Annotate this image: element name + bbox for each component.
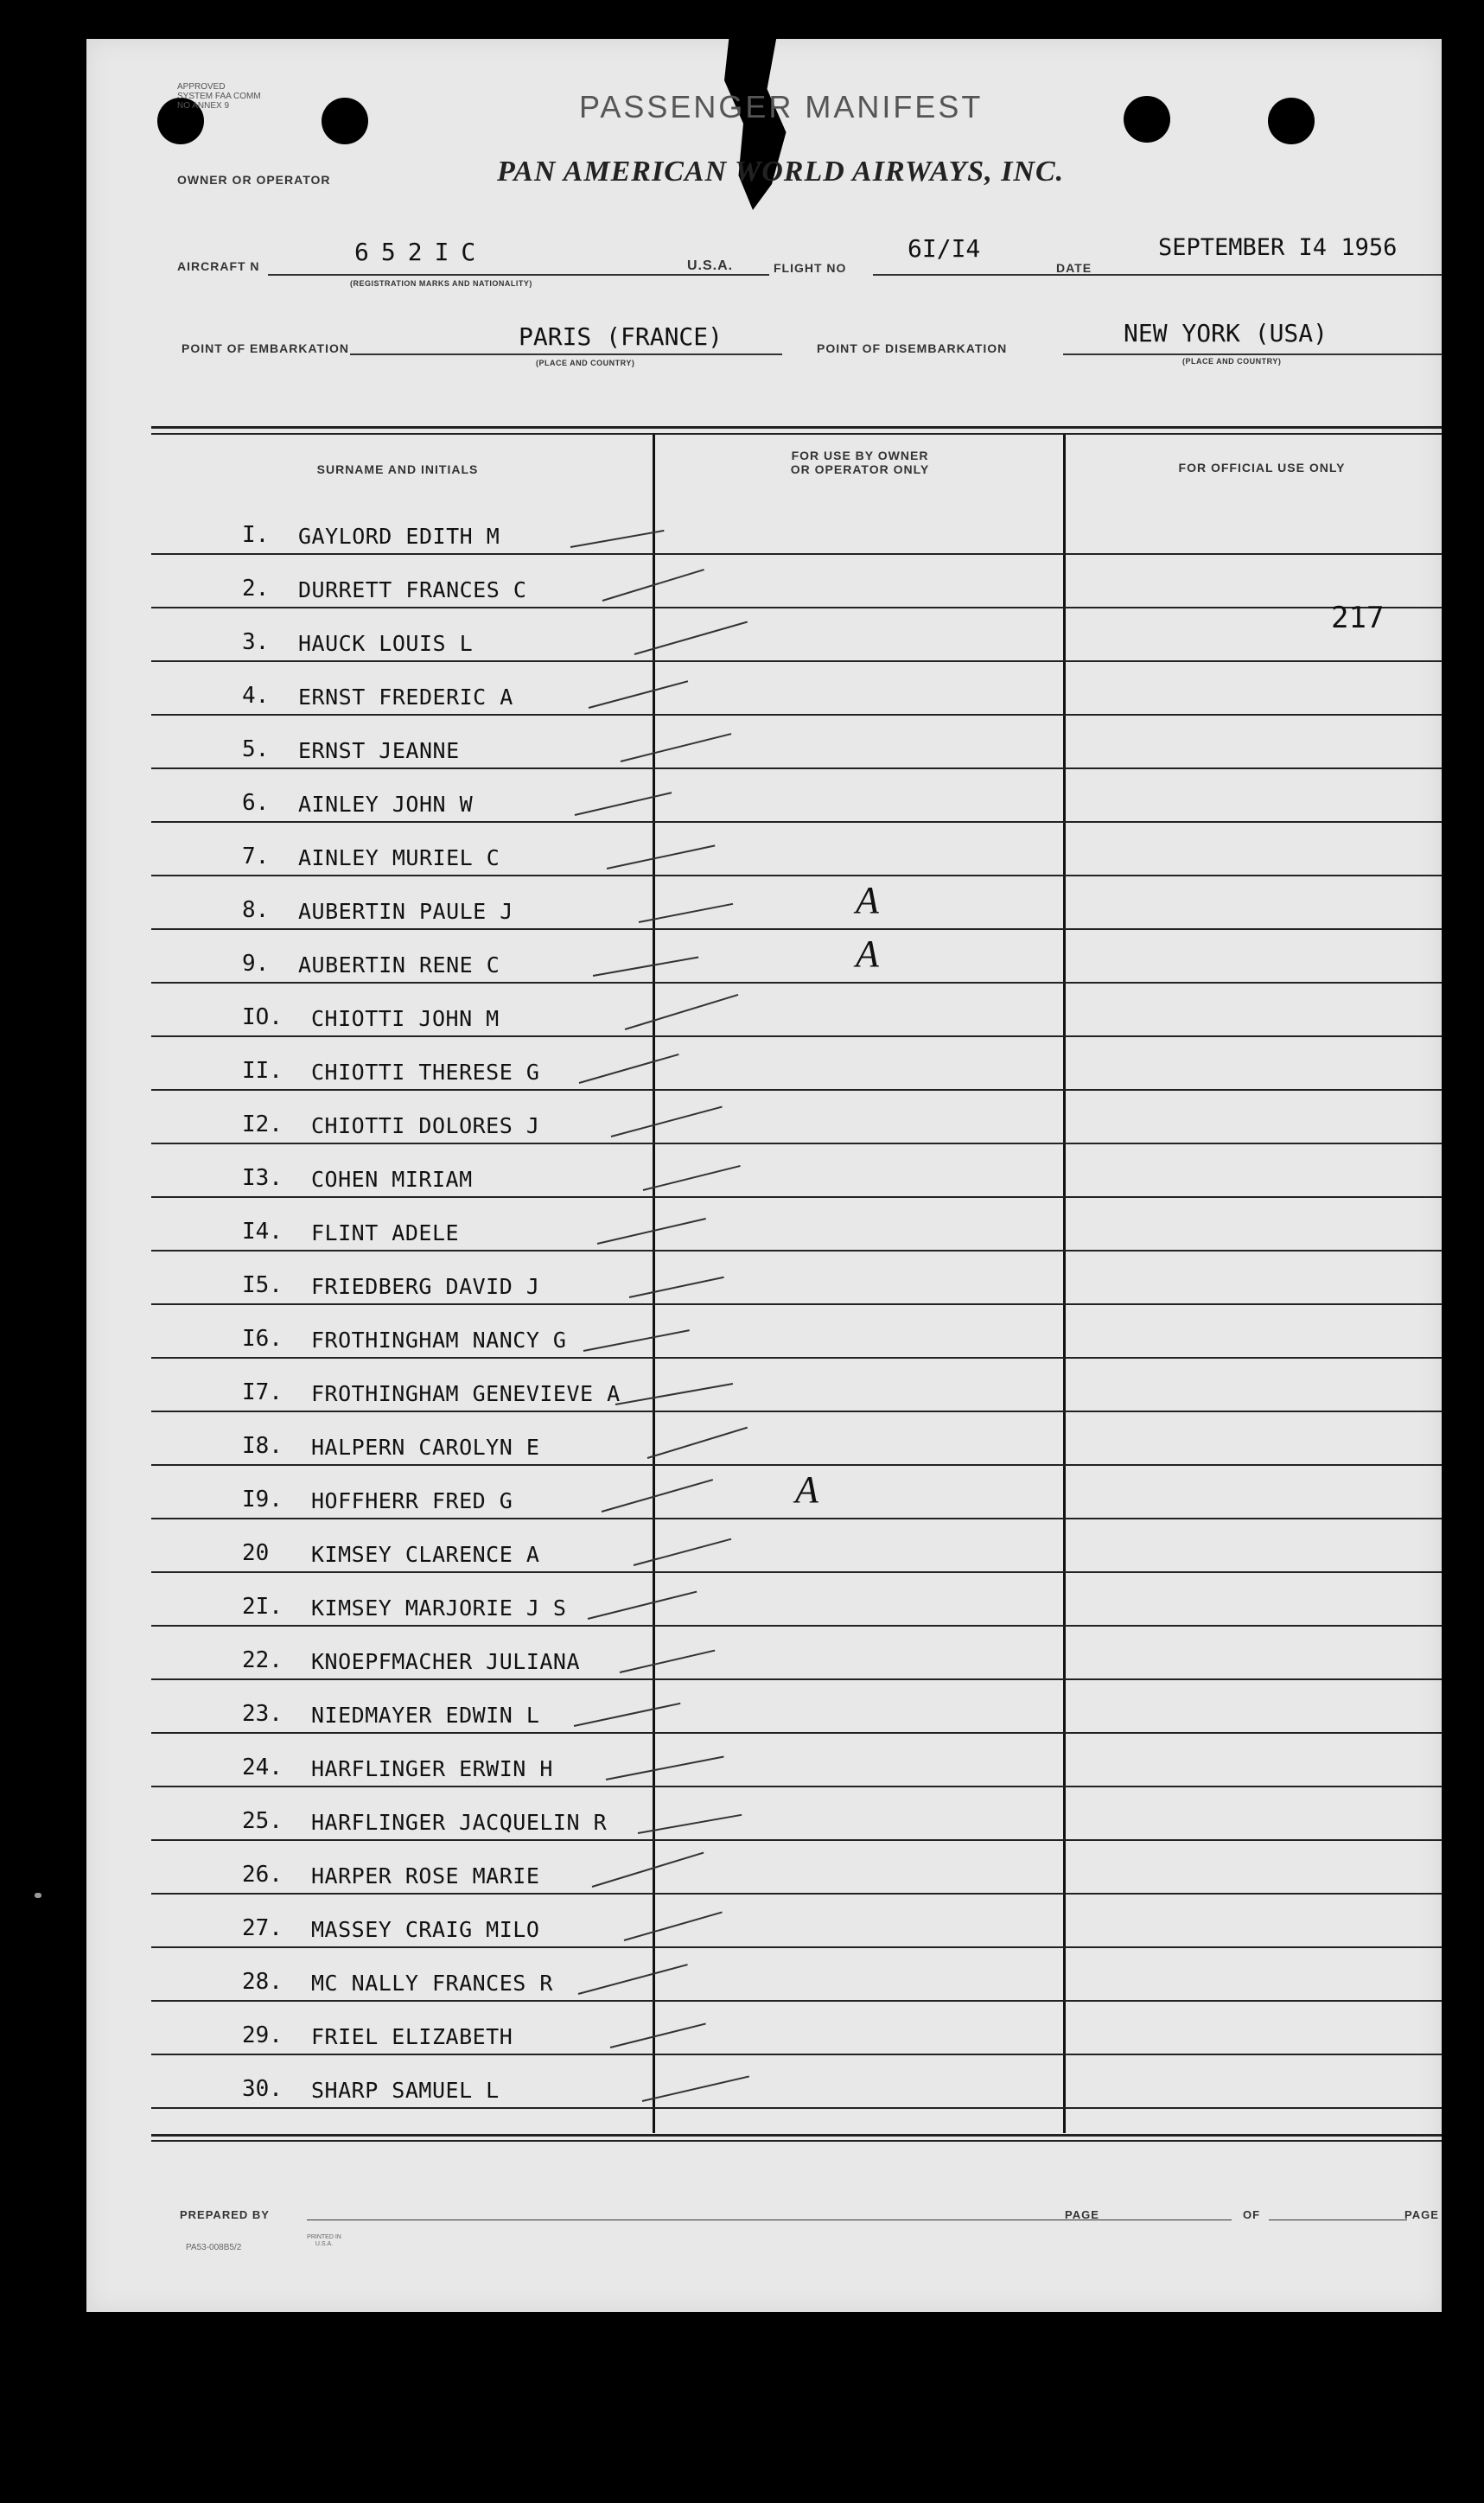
owner-mark: A [856,933,879,975]
passenger-name: KNOEPFMACHER JULIANA [311,1649,581,1674]
passenger-name: MASSEY CRAIG MILO [311,1917,540,1942]
row-rule [151,2107,1442,2109]
row-rule [151,714,1442,716]
embark-label: POINT OF EMBARKATION [182,341,349,355]
passenger-name: KIMSEY MARJORIE J S [311,1595,567,1621]
printed-note: PRINTED IN U.S.A. [307,2234,341,2247]
nationality: U.S.A. [687,258,734,273]
embark-note: (PLACE AND COUNTRY) [536,359,635,367]
owner-mark: A [795,1468,818,1511]
col-divider-2 [1063,435,1066,2133]
row-rule [151,1732,1442,1734]
disembark-underline [1063,353,1442,355]
row-number: 26. [242,1862,283,1888]
table-row [147,1483,717,1518]
flight-label: FLIGHT NO [774,261,847,275]
page2-label: PAGE [1404,2208,1439,2221]
passenger-name: HAUCK LOUIS L [298,631,474,656]
date-label: DATE [1056,261,1092,275]
official-number: 217 [1331,601,1385,635]
passenger-name: CHIOTTI THERESE G [311,1060,540,1085]
table-row [147,1162,717,1196]
row-number: I2. [242,1111,283,1137]
disembark-note: (PLACE AND COUNTRY) [1182,357,1282,366]
row-rule [151,1893,1442,1895]
table-row [147,1751,717,1786]
col-owner-head: FOR USE BY OWNER OR OPERATOR ONLY [790,449,930,476]
passenger-name: AUBERTIN RENE C [298,952,500,978]
row-rule [151,1411,1442,1412]
passenger-name: NIEDMAYER EDWIN L [311,1703,540,1728]
row-rule [151,1786,1442,1787]
table-row [147,787,717,821]
punch-hole-3 [1124,96,1170,143]
manifest-sheet [86,39,1442,2312]
passenger-name: SHARP SAMUEL L [311,2078,500,2103]
row-number: 20 [242,1540,270,1566]
table-row [147,1644,717,1678]
passenger-name: GAYLORD EDITH M [298,524,500,549]
passenger-name: HARPER ROSE MARIE [311,1863,540,1888]
company-name: PAN AMERICAN WORLD AIRWAYS, INC. [497,156,1065,188]
date-underline [1098,274,1442,276]
passenger-name: ERNST FREDERIC A [298,685,513,710]
table-row [147,1430,717,1464]
row-rule [151,1303,1442,1305]
table-row [147,1858,717,1893]
form-code: PA53-008B5/2 [186,2243,242,2252]
passenger-name: FLINT ADELE [311,1220,460,1245]
table-row [147,1054,717,1089]
disembark-value: NEW YORK (USA) [1124,319,1328,347]
row-rule [151,1143,1442,1144]
aircraft-value: 652IC [354,238,488,266]
row-number: 4. [242,683,270,709]
row-rule [151,821,1442,823]
passenger-name: FRIEDBERG DAVID J [311,1274,540,1299]
passenger-name: DURRETT FRANCES C [298,577,527,602]
table-row [147,1912,717,1946]
passenger-name: MC NALLY FRANCES R [311,1971,553,1996]
row-number: 2I. [242,1594,283,1620]
table-top-rule-2 [151,433,1442,435]
row-rule [151,1035,1442,1037]
table-bottom-rule [151,2134,1442,2137]
row-rule [151,1196,1442,1198]
of-label: OF [1243,2208,1261,2221]
table-row [147,733,717,767]
col-official-head: FOR OFFICIAL USE ONLY [1178,461,1346,474]
passenger-name: FROTHINGHAM NANCY G [311,1328,567,1353]
row-rule [151,1839,1442,1841]
table-row [147,1965,717,2000]
row-number: 6. [242,790,270,816]
row-rule [151,1464,1442,1466]
col-surname-head: SURNAME AND INITIALS [316,462,479,476]
row-number: 30. [242,2076,283,2102]
passenger-name: HARFLINGER JACQUELIN R [311,1810,608,1835]
row-number: 9. [242,951,270,977]
row-number: 28. [242,1969,283,1995]
passenger-name: HOFFHERR FRED G [311,1488,513,1513]
passenger-name: CHIOTTI DOLORES J [311,1113,540,1138]
row-rule [151,607,1442,608]
table-row [147,2019,717,2054]
row-rule [151,1357,1442,1359]
table-row [147,947,717,982]
passenger-name: ERNST JEANNE [298,738,460,763]
passenger-name: HARFLINGER ERWIN H [311,1756,553,1781]
row-rule [151,1250,1442,1252]
row-rule [151,875,1442,876]
row-number: I5. [242,1272,283,1298]
passenger-name: HALPERN CAROLYN E [311,1435,540,1460]
table-row [147,1537,717,1571]
row-rule [151,1625,1442,1627]
row-rule [151,1571,1442,1573]
passenger-name: CHIOTTI JOHN M [311,1006,500,1031]
date-value: SEPTEMBER I4 1956 [1158,234,1398,261]
passenger-name: AINLEY MURIEL C [298,845,500,870]
row-number: 2. [242,576,270,602]
row-rule [151,1518,1442,1519]
row-number: 5. [242,736,270,762]
row-rule [151,1946,1442,1948]
passenger-name: AUBERTIN PAULE J [298,899,513,924]
table-row [147,1215,717,1250]
form-title: PASSENGER MANIFEST [579,89,984,124]
table-row [147,1269,717,1303]
owner-label: OWNER OR OPERATOR [177,173,331,187]
row-rule [151,660,1442,662]
row-number: 27. [242,1915,283,1941]
row-number: 3. [242,629,270,655]
row-rule [151,928,1442,930]
flight-value: 6I/I4 [908,234,981,263]
passenger-name: FROTHINGHAM GENEVIEVE A [311,1381,621,1406]
row-number: 29. [242,2022,283,2048]
passenger-name: KIMSEY CLARENCE A [311,1542,540,1567]
row-number: II. [242,1058,283,1084]
disembark-label: POINT OF DISEMBARKATION [817,341,1008,355]
row-number: I. [242,522,270,548]
embark-underline [350,353,782,355]
table-row [147,1697,717,1732]
table-row [147,1805,717,1839]
row-number: I9. [242,1487,283,1513]
row-number: 24. [242,1755,283,1780]
row-number: 7. [242,844,270,869]
table-top-rule [151,426,1442,429]
row-rule [151,2054,1442,2055]
row-number: I6. [242,1326,283,1352]
row-number: I7. [242,1379,283,1405]
table-row [147,2073,717,2107]
row-rule [151,767,1442,769]
row-rule [151,1089,1442,1091]
prepared-label: PREPARED BY [180,2208,270,2221]
table-row [147,1001,717,1035]
dust-speck [35,1893,41,1898]
row-number: I8. [242,1433,283,1459]
table-row [147,572,717,607]
table-row [147,1108,717,1143]
page-label: PAGE [1065,2208,1099,2221]
punch-hole-4 [1268,98,1315,144]
row-rule [151,982,1442,984]
row-number: 8. [242,897,270,923]
table-bottom-rule-2 [151,2140,1442,2142]
row-number: 25. [242,1808,283,1834]
row-number: I3. [242,1165,283,1191]
passenger-name: FRIEL ELIZABETH [311,2024,513,2049]
row-number: I4. [242,1219,283,1245]
row-rule [151,1678,1442,1680]
row-rule [151,553,1442,555]
table-row [147,1376,717,1411]
embark-value: PARIS (FRANCE) [519,322,723,351]
table-row [147,894,717,928]
approval-stamp: APPROVED SYSTEM FAA COMM NO ANNEX 9 [177,82,261,111]
aircraft-note: (REGISTRATION MARKS AND NATIONALITY) [350,279,532,288]
punch-hole-2 [322,98,368,144]
row-number: 22. [242,1647,283,1673]
aircraft-label: AIRCRAFT N [177,259,260,273]
row-number: 23. [242,1701,283,1727]
aircraft-underline [268,274,769,276]
table-row [147,840,717,875]
row-rule [151,2000,1442,2002]
owner-mark: A [856,879,879,921]
row-number: IO. [242,1004,283,1030]
passenger-name: COHEN MIRIAM [311,1167,473,1192]
passenger-name: AINLEY JOHN W [298,792,474,817]
table-row [147,626,717,660]
